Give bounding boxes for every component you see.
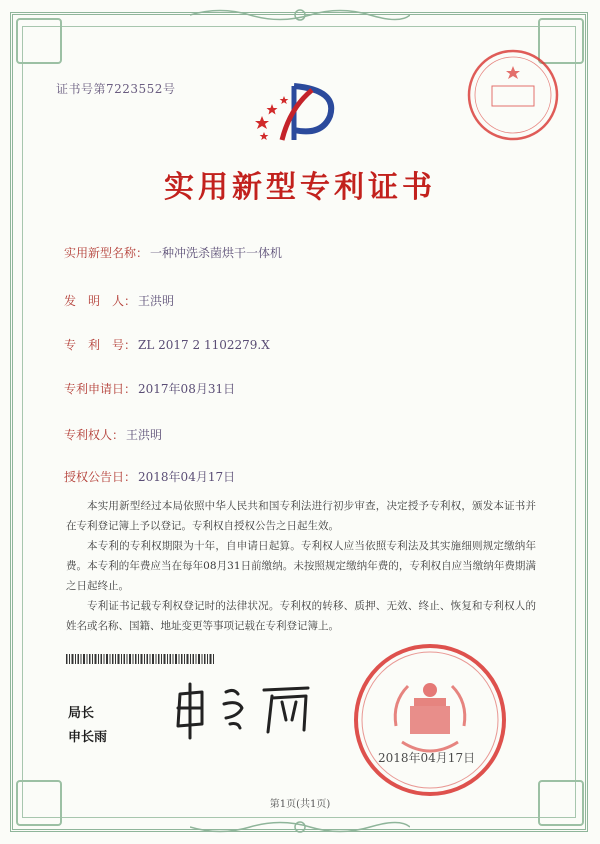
cnipa-official-seal-icon <box>352 642 508 798</box>
agency-stamp-icon <box>464 46 562 144</box>
body-paragraph: 专利证书记载专利权登记时的法律状况。专利权的转移、质押、无效、终止、恢复和专利权人的姓名或名称、国籍、地址变更等事项记载在专利登记簿上。 <box>66 600 536 632</box>
field-value: ZL 2017 2 1102279.X <box>138 338 270 352</box>
grant-date-field <box>64 468 235 485</box>
director-label: 局长 <box>68 706 95 721</box>
cnipa-logo-icon <box>242 78 352 148</box>
body-paragraph: 本实用新型经过本局依照中华人民共和国专利法进行初步审查，决定授予专利权，颁发本证书并在专利登记簿上予以登记。专利权自授权公告之日起生效。 <box>66 500 536 532</box>
director-signature-icon <box>168 680 318 740</box>
filing-date-field <box>64 380 235 397</box>
certificate-title: 实用新型专利证书 <box>164 170 436 205</box>
field-value: 2018年04月17日 <box>138 470 236 484</box>
field-value: 一种冲洗杀菌烘干一体机 <box>150 246 283 260</box>
field-label: 专利申请日： <box>64 382 137 396</box>
field-value: 2017年08月31日 <box>138 382 236 396</box>
top-ornament <box>190 6 410 24</box>
grant-date-bottom: 2018年04月17日 <box>378 751 476 765</box>
bottom-ornament <box>190 818 410 836</box>
certificate-body <box>66 496 536 636</box>
inventor-field <box>64 292 174 309</box>
field-label: 专 利 号： <box>64 338 137 352</box>
patentee-field <box>64 426 162 443</box>
field-value: 王洪明 <box>138 294 175 308</box>
utility-model-name-field <box>64 244 282 261</box>
director-name: 申长雨 <box>68 730 108 745</box>
certificate-number: 证书号第7223552号 <box>56 82 176 96</box>
field-label: 发 明 人： <box>64 294 137 308</box>
field-value: 王洪明 <box>126 428 163 442</box>
barcode-icon <box>66 654 216 664</box>
field-label: 专利权人： <box>64 428 125 442</box>
page-number: 第1页(共1页) <box>269 799 331 810</box>
field-label: 授权公告日： <box>64 470 137 484</box>
field-label: 实用新型名称： <box>64 246 149 260</box>
corner-ornament <box>16 18 62 64</box>
patent-number-field <box>64 336 270 353</box>
body-paragraph: 本专利的专利权期限为十年，自申请日起算。专利权人应当依照专利法及其实施细则规定缴纳年费。本专利的年费应当在每年08月31日前缴纳。未按照规定缴纳年费的，专利权自应当缴纳年费期满之日起终止。 <box>66 540 536 592</box>
